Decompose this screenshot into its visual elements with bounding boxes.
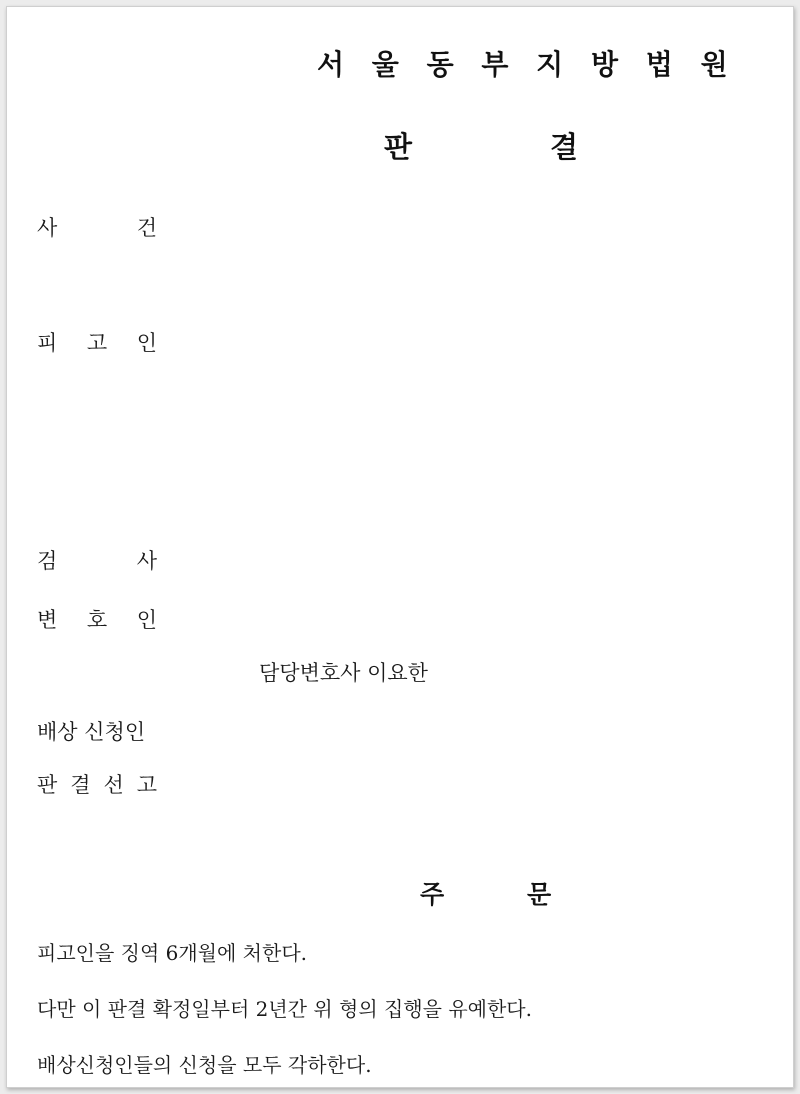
case-label-char: 사: [37, 216, 58, 240]
document-title-char-2: 결: [550, 130, 579, 164]
case-label-char: 건: [136, 216, 157, 240]
defendant-label-char: 인: [136, 331, 157, 355]
document-title-char-1: 판: [384, 130, 413, 164]
defendant-label-char: 피: [37, 331, 58, 355]
order-line: 피고인을 징역 6개월에 처한다.: [37, 941, 307, 965]
defendant-label: [37, 327, 157, 357]
case-label: [37, 212, 157, 242]
sentencing-label-char: 고: [136, 773, 157, 797]
counsel-label-char: 변: [37, 608, 58, 632]
compensation-applicant-label: 배상 신청인: [37, 720, 146, 744]
prosecutor-label: [37, 545, 157, 575]
counsel-label: [37, 604, 157, 634]
defendant-label-char: 고: [86, 331, 108, 355]
order-title-char-2: 문: [527, 880, 552, 909]
order-title-char-1: 주: [420, 880, 445, 909]
sentencing-label-char: 판: [37, 773, 58, 797]
sentencing-label-char: 결: [70, 773, 91, 797]
sentencing-label: [37, 769, 157, 799]
prosecutor-label-char: 검: [37, 549, 58, 573]
judgment-page: [6, 6, 794, 1088]
court-name: 서 울 동 부 지 방 법 원: [317, 48, 737, 81]
order-line: 다만 이 판결 확정일부터 2년간 위 형의 집행을 유예한다.: [37, 997, 532, 1021]
counsel-label-char: 인: [136, 608, 157, 632]
order-line: 배상신청인들의 신청을 모두 각하한다.: [37, 1053, 372, 1077]
counsel-name: 담당변호사 이요한: [259, 661, 428, 685]
prosecutor-label-char: 사: [136, 549, 157, 573]
sentencing-label-char: 선: [103, 773, 124, 797]
counsel-label-char: 호: [86, 608, 108, 632]
